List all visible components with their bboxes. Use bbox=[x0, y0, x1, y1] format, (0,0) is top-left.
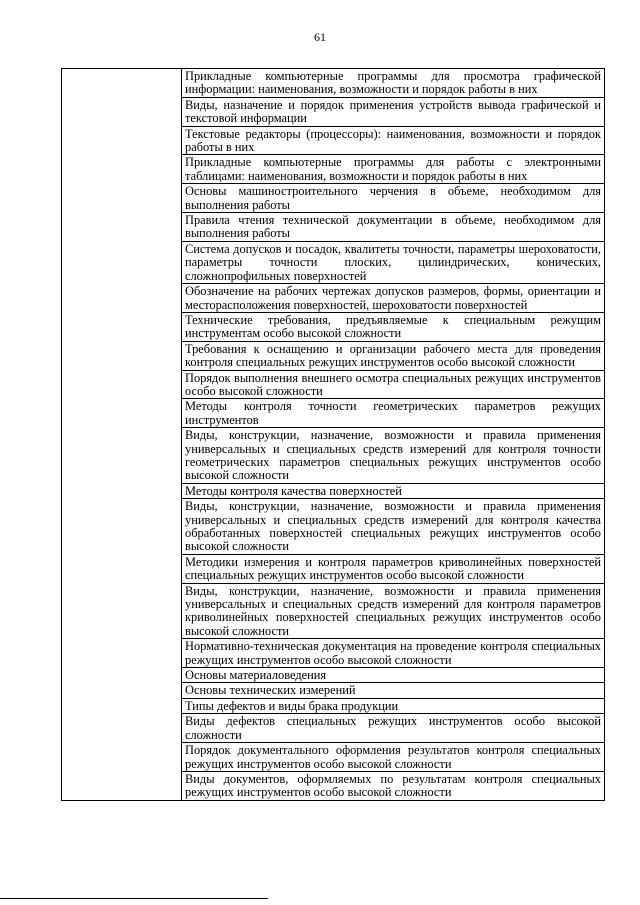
knowledge-item-cell: Основы материаловедения bbox=[182, 668, 605, 683]
knowledge-item-cell: Виды документов, оформляемых по результатам контроля специальных режущих инструментов особо высокой сложности bbox=[182, 771, 605, 800]
knowledge-item-cell: Нормативно-техническая документация на проведение контроля специальных режущих инструментов особо высокой сложности bbox=[182, 639, 605, 668]
knowledge-item-cell: Виды, конструкции, назначение, возможности и правила применения универсальных и специальных средств измерений для контроля точности геометрических параметров специальных режущих инструментов особо высокой сложности bbox=[182, 428, 605, 484]
section-label-cell bbox=[62, 69, 182, 801]
table-row bbox=[62, 69, 605, 98]
knowledge-item-cell: Виды дефектов специальных режущих инструментов особо высокой сложности bbox=[182, 714, 605, 743]
knowledge-item-cell: Основы машиностроительного черчения в объеме, необходимом для выполнения работы bbox=[182, 184, 605, 213]
knowledge-item-cell: Система допусков и посадок, квалитеты точности, параметры шероховатости, параметры точности плоских, цилиндрических, конических, сложнопрофильных поверхностей bbox=[182, 241, 605, 283]
knowledge-table bbox=[61, 68, 605, 801]
knowledge-item-cell: Требования к оснащению и организации рабочего места для проведения контроля специальных режущих инструментов особо высокой сложности bbox=[182, 341, 605, 370]
page-number: 61 bbox=[314, 30, 326, 44]
knowledge-item-cell: Обозначение на рабочих чертежах допусков размеров, формы, ориентации и месторасположения поверхностей, шероховатости поверхностей bbox=[182, 284, 605, 313]
knowledge-item-cell: Виды, назначение и порядок применения устройств вывода графической и текстовой информации bbox=[182, 97, 605, 126]
knowledge-table-body bbox=[62, 69, 605, 801]
knowledge-item-cell: Правила чтения технической документации в объеме, необходимом для выполнения работы bbox=[182, 213, 605, 242]
knowledge-item-cell: Методы контроля точности геометрических параметров режущих инструментов bbox=[182, 399, 605, 428]
knowledge-item-cell: Прикладные компьютерные программы для работы с электронными таблицами: наименования, возможности и порядок работы в них bbox=[182, 155, 605, 184]
knowledge-item-cell: Текстовые редакторы (процессоры): наименования, возможности и порядок работы в них bbox=[182, 126, 605, 155]
knowledge-item-cell: Виды, конструкции, назначение, возможности и правила применения универсальных и специальных средств измерений для контроля качества обработанных поверхностей специальных режущих инструментов особо высокой сложности bbox=[182, 499, 605, 555]
knowledge-item-cell: Порядок выполнения внешнего осмотра специальных режущих инструментов особо высокой сложности bbox=[182, 370, 605, 399]
knowledge-item-cell: Виды, конструкции, назначение, возможности и правила применения универсальных и специальных средств измерений для контроля параметров криволинейных поверхностей специальных режущих инструментов особо высокой сложности bbox=[182, 583, 605, 639]
knowledge-item-cell: Методы контроля качества поверхностей bbox=[182, 483, 605, 498]
knowledge-item-cell: Технические требования, предъявляемые к специальным режущим инструментам особо высокой сложности bbox=[182, 312, 605, 341]
footer-divider bbox=[0, 898, 268, 899]
knowledge-item-cell: Прикладные компьютерные программы для просмотра графической информации: наименования, возможности и порядок работы в них bbox=[182, 69, 605, 98]
knowledge-item-cell: Основы технических измерений bbox=[182, 683, 605, 698]
knowledge-item-cell: Порядок документального оформления результатов контроля специальных режущих инструментов особо высокой сложности bbox=[182, 743, 605, 772]
knowledge-item-cell: Методики измерения и контроля параметров криволинейных поверхностей специальных режущих инструментов особо высокой сложности bbox=[182, 554, 605, 583]
knowledge-item-cell: Типы дефектов и виды брака продукции bbox=[182, 698, 605, 713]
